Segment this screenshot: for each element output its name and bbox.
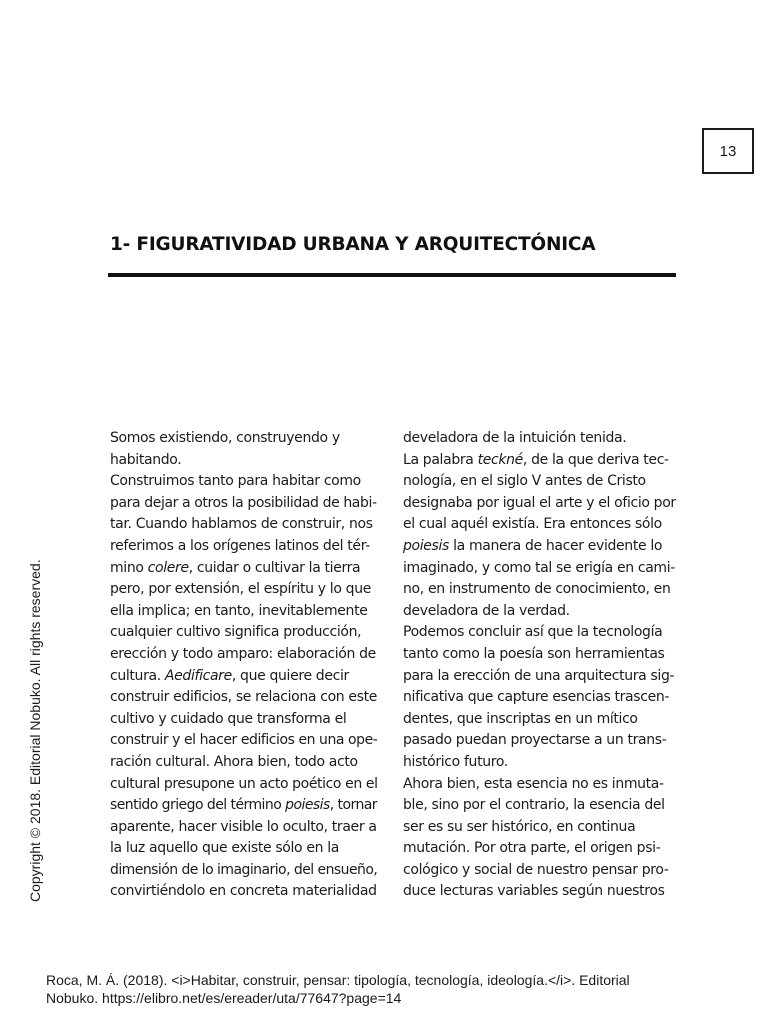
citation-line-2: Nobuko. https://elibro.net/es/ereader/uta/77647?page=14 — [46, 990, 402, 1006]
text-column-right — [403, 428, 685, 903]
text-line: Podemos concluir así que la tecnología — [403, 624, 663, 641]
text-line — [110, 795, 378, 817]
text-line: el cual aquél existía. Era entonces sólo — [403, 516, 662, 533]
text-line: develadora de la intuición tenida. — [403, 430, 627, 446]
text-segment: mino — [110, 559, 148, 576]
text-segment: , de la que deriva tec- — [522, 451, 669, 468]
text-line — [110, 558, 378, 580]
text-line: no, en instrumento de conocimiento, en — [403, 581, 671, 598]
text-line: Somos existiendo, construyendo y — [110, 430, 340, 446]
text-line: cualquier cultivo significa producción, — [110, 624, 362, 641]
text-line: nología, en el siglo V antes de Cristo — [403, 473, 646, 490]
text-line: aparente, hacer visible lo oculto, traer a — [110, 818, 377, 835]
chapter-title: 1- FIGURATIVIDAD URBANA Y ARQUITECTÓNICA — [110, 234, 596, 255]
copyright-notice: Copyright © 2018. Editorial Nobuko. All rights reserved. — [27, 559, 43, 902]
citation-line-1: Roca, M. Á. (2018). <i>Habitar, construir, pensar: tipología, tecnología, ideología.</i>. Editorial — [46, 972, 630, 988]
text-segment: cultura. — [110, 667, 165, 684]
text-line: dentes, que inscriptas en un mítico — [403, 710, 638, 727]
text-line: la luz aquello que existe sólo en la — [110, 840, 340, 857]
text-line: pasado puedan proyectarse a un trans- — [403, 732, 667, 749]
text-line: mutación. Por otra parte, el origen psi- — [403, 840, 661, 857]
text-line: cultural presupone un acto poético en el — [110, 775, 378, 792]
title-rule — [108, 273, 676, 277]
text-line: cultivo y cuidado que transforma el — [110, 710, 347, 727]
text-line: duce lecturas variables según nuestros — [403, 883, 665, 900]
text-segment: , que quiere decir — [231, 667, 349, 684]
text-line: construir edificios, se relaciona con este — [110, 689, 378, 706]
italic-term: teckné — [477, 451, 523, 468]
text-segment: La palabra — [403, 451, 478, 468]
text-line: histórico futuro. — [403, 753, 508, 770]
text-line: ración cultural. Ahora bien, todo acto — [110, 753, 358, 770]
text-line: ser es su ser histórico, en continua — [403, 818, 636, 835]
citation — [46, 971, 736, 1007]
text-line: referimos a los orígenes latinos del tér- — [110, 537, 370, 554]
text-segment: , tornar — [329, 797, 378, 814]
text-line: imaginado, y como tal se erigía en cami- — [403, 559, 675, 576]
text-line — [110, 666, 378, 688]
text-line: pero, por extensión, el espíritu y lo que — [110, 581, 371, 598]
text-column-left — [110, 428, 378, 903]
text-line: dimensión de lo imaginario, del ensueño, — [110, 861, 378, 878]
text-line: construir y el hacer edificios en una ope- — [110, 732, 378, 749]
italic-term: poiesis — [403, 537, 449, 554]
text-line — [403, 536, 685, 558]
text-line: ella implica; en tanto, inevitablemente — [110, 602, 368, 619]
page-number: 13 — [702, 128, 754, 174]
text-line: Construimos tanto para habitar como — [110, 473, 361, 490]
text-line: erección y todo amparo: elaboración de — [110, 645, 376, 662]
text-segment: la manera de hacer evidente lo — [448, 537, 663, 554]
italic-term: poiesis — [285, 797, 330, 814]
text-line: tar. Cuando hablamos de construir, nos — [110, 516, 373, 533]
text-line: para dejar a otros la posibilidad de habi- — [110, 494, 377, 511]
text-line: nificativa que capture esencias trascen- — [403, 689, 670, 706]
text-line: designaba por igual el arte y el oficio por — [403, 494, 676, 511]
text-line — [403, 450, 685, 472]
text-line: tanto como la poesía son herramientas — [403, 645, 665, 662]
text-line: develadora de la verdad. — [403, 602, 570, 619]
text-line: para la erección de una arquitectura sig- — [403, 667, 675, 684]
italic-term: Aedificare — [164, 667, 232, 684]
text-line: ble, sino por el contrario, la esencia del — [403, 797, 665, 814]
text-line: habitando. — [110, 451, 182, 468]
text-line: Ahora bien, esta esencia no es inmuta- — [403, 775, 664, 792]
text-segment: , cuidar o cultivar la tierra — [188, 559, 361, 576]
text-segment: sentido griego del término — [110, 797, 286, 814]
text-line: convirtiéndolo en concreta materialidad — [110, 883, 377, 900]
text-line: cológico y social de nuestro pensar pro- — [403, 861, 669, 878]
italic-term: colere — [147, 559, 189, 576]
